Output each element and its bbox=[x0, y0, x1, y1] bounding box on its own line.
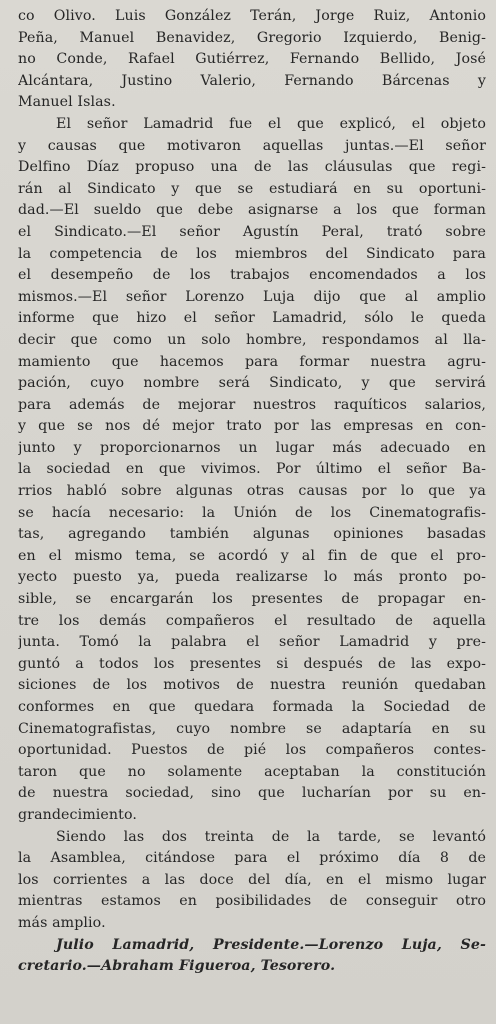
text-line: dad.—El sueldo que debe asignarse a los que forman bbox=[18, 202, 486, 219]
text-line: mientras estamos en posibilidades de conseguir otro bbox=[18, 893, 486, 910]
text-line: los corrientes a las doce del día, en el mismo lugar bbox=[18, 871, 486, 888]
text-line: tas, agregando también algunas opiniones basadas bbox=[18, 526, 486, 543]
signatures-paragraph bbox=[18, 935, 486, 978]
text-line: decir que como un solo hombre, respondamos al lla- bbox=[18, 331, 486, 348]
text-line: y que se nos dé mejor trato por las empresas en con- bbox=[18, 418, 486, 435]
text-line: conformes en que quedara formada la Sociedad de bbox=[18, 699, 486, 715]
text-line: Delfino Díaz propuso una de las cláusulas que regi- bbox=[18, 159, 486, 176]
text-line: y causas que motivaron aquellas juntas.—El señor bbox=[18, 137, 486, 154]
text-line: junta. Tomó la palabra el señor Lamadrid y pre- bbox=[18, 634, 486, 651]
text-line: sible, se encargarán los presentes de propagar en- bbox=[18, 591, 486, 608]
text-line: rán al Sindicato y que se estudiará en su oportuni- bbox=[18, 180, 486, 197]
text-line: taron que no solamente aceptaban la constitución bbox=[18, 763, 486, 780]
text-line: siciones de los motivos de nuestra reunión quedaban bbox=[18, 677, 486, 694]
text-line: Cinematografistas, cuyo nombre se adaptaría en su bbox=[18, 720, 486, 737]
text-line: de nuestra sociedad, sino que lucharían por su en- bbox=[18, 785, 486, 802]
text-line: más amplio. bbox=[18, 914, 106, 931]
signature-line: Julio Lamadrid, Presidente.—Lorenzo Luja, Se- bbox=[56, 936, 486, 953]
text-line: Alcántara, Justino Valerio, Fernando Bárcenas y bbox=[18, 72, 486, 89]
text-line: el Sindicato.—El señor Agustín Peral, trató sobre bbox=[18, 223, 486, 240]
text-line: informe que hizo el señor Lamadrid, sólo le queda bbox=[18, 310, 486, 327]
text-line: tre los demás compañeros el resultado de aquella bbox=[18, 612, 486, 629]
text-line: la sociedad en que vivimos. Por último el señor Ba- bbox=[18, 461, 486, 478]
text-line: no Conde, Rafael Gutiérrez, Fernando Bellido, José bbox=[18, 51, 486, 68]
minutes-body-paragraph bbox=[18, 114, 486, 827]
text-line: la Asamblea, citándose para el próximo día 8 de bbox=[18, 850, 486, 867]
text-line: Peña, Manuel Benavidez, Gregorio Izquierdo, Benig- bbox=[18, 29, 486, 46]
text-line: pación, cuyo nombre será Sindicato, y que servirá bbox=[18, 375, 486, 392]
signature-line: cretario.—Abraham Figueroa, Tesorero. bbox=[18, 958, 336, 975]
text-line: el desempeño de los trabajos encomendados a los bbox=[18, 267, 486, 284]
text-line: grandecimiento. bbox=[18, 806, 137, 823]
text-line: co Olivo. Luis González Terán, Jorge Ruiz, Antonio bbox=[18, 8, 486, 24]
text-line: junto y proporcionarnos un lugar más adecuado en bbox=[18, 439, 486, 456]
text-line: El señor Lamadrid fue el que explicó, el objeto bbox=[56, 115, 486, 132]
text-line: Manuel Islas. bbox=[18, 94, 116, 111]
text-line: Siendo las dos treinta de la tarde, se levantó bbox=[56, 828, 486, 845]
text-line: en el mismo tema, se acordó y al fin de que el pro- bbox=[18, 547, 486, 564]
text-line: se hacía necesario: la Unión de los Cinematografis- bbox=[18, 504, 486, 521]
closing-paragraph bbox=[18, 827, 486, 935]
text-line: la competencia de los miembros del Sindicato para bbox=[18, 245, 486, 262]
attendee-list-paragraph bbox=[18, 6, 486, 114]
text-line: mamiento que hacemos para formar nuestra agru- bbox=[18, 353, 486, 370]
text-line: oportunidad. Puestos de pié los compañeros contes- bbox=[18, 742, 486, 759]
text-line: guntó a todos los presentes si después de las expo- bbox=[18, 655, 486, 672]
text-line: para además de mejorar nuestros raquíticos salarios, bbox=[18, 396, 486, 413]
text-line: rrios habló sobre algunas otras causas por lo que ya bbox=[18, 483, 486, 500]
text-line: yecto puesto ya, pueda realizarse lo más pronto po- bbox=[18, 569, 486, 586]
text-line: mismos.—El señor Lorenzo Luja dijo que al amplio bbox=[18, 288, 486, 305]
